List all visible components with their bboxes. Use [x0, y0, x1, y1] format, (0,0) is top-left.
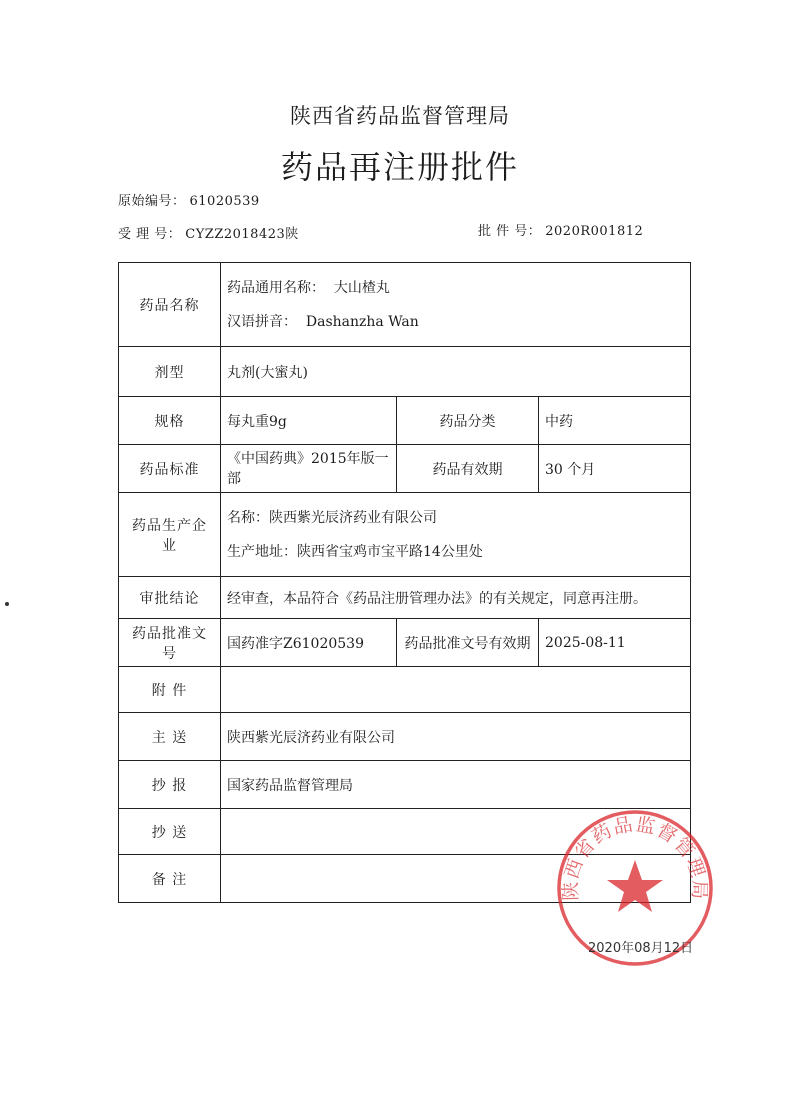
approval-number-label: 批 件 号：	[478, 224, 542, 239]
acceptance-number-value: CYZZ2018423陕	[185, 227, 299, 242]
manufacturer-name-line	[227, 501, 684, 535]
standard-label: 药品标准	[119, 445, 221, 493]
copy-to-label: 抄 送	[119, 809, 221, 855]
original-number-label: 原始编号：	[118, 194, 186, 209]
pinyin-line	[227, 305, 684, 339]
generic-name-value: 大山楂丸	[333, 279, 390, 296]
manufacturer-label: 药品生产企业	[119, 493, 221, 577]
manufacturer-cell	[221, 493, 691, 577]
drug-name-label: 药品名称	[119, 263, 221, 347]
report-to-label: 抄 报	[119, 761, 221, 809]
remarks-label: 备 注	[119, 855, 221, 903]
acceptance-number-row	[118, 223, 299, 242]
approval-number-value: 2020R001812	[545, 224, 644, 239]
original-number-row	[118, 190, 260, 209]
issuing-authority: 陕西省药品监督管理局	[290, 104, 510, 128]
approval-doc-label: 药品批准文号	[119, 619, 221, 667]
drug-name-cell	[221, 263, 691, 347]
manufacturer-address-line	[227, 535, 684, 569]
pinyin-label: 汉语拼音：	[227, 313, 297, 330]
acceptance-number-label: 受 理 号：	[118, 227, 182, 242]
table-row	[119, 263, 691, 347]
table-row	[119, 347, 691, 397]
manufacturer-address-value: 陕西省宝鸡市宝平路14公里处	[297, 543, 483, 560]
document-title: 药品再注册批件	[280, 148, 519, 186]
table-row	[119, 713, 691, 761]
table-row	[119, 493, 691, 577]
conclusion-label: 审批结论	[119, 577, 221, 619]
attachment-label: 附 件	[119, 667, 221, 713]
manufacturer-name-label: 名称：	[227, 509, 269, 526]
manufacturer-address-label: 生产地址：	[227, 543, 297, 560]
approval-doc-validity-value: 2025-08-11	[539, 619, 691, 667]
main-recipient-label: 主 送	[119, 713, 221, 761]
category-label: 药品分类	[397, 397, 539, 445]
main-recipient-value: 陕西紫光辰济药业有限公司	[221, 713, 691, 761]
spec-value: 每丸重9g	[221, 397, 397, 445]
category-value: 中药	[539, 397, 691, 445]
approval-doc-value: 国药准字Z61020539	[221, 619, 397, 667]
generic-name-label: 药品通用名称：	[227, 279, 325, 296]
table-row	[119, 577, 691, 619]
validity-value: 30 个月	[539, 445, 691, 493]
manufacturer-name-value: 陕西紫光辰济药业有限公司	[269, 509, 437, 526]
original-number-value: 61020539	[189, 194, 260, 209]
standard-value: 《中国药典》2015年版一部	[221, 445, 397, 493]
conclusion-value: 经审查，本品符合《药品注册管理办法》的有关规定，同意再注册。	[221, 577, 691, 619]
seal-star-icon	[607, 860, 663, 912]
dosage-form-label: 剂型	[119, 347, 221, 397]
seal-date: 2020年08月12日	[588, 941, 694, 956]
table-row	[119, 667, 691, 713]
spec-label: 规格	[119, 397, 221, 445]
table-row	[119, 761, 691, 809]
dosage-form-value: 丸剂(大蜜丸)	[221, 347, 691, 397]
scan-speck	[5, 602, 9, 606]
generic-name-line	[227, 271, 684, 305]
approval-doc-validity-label: 药品批准文号有效期	[397, 619, 539, 667]
table-row	[119, 397, 691, 445]
seal-text: 陕西省药品监督管理局	[559, 813, 711, 901]
approval-number-row	[478, 220, 643, 239]
table-row	[119, 619, 691, 667]
pinyin-value: Dashanzha Wan	[305, 313, 419, 330]
attachment-value	[221, 667, 691, 713]
report-to-value: 国家药品监督管理局	[221, 761, 691, 809]
validity-label: 药品有效期	[397, 445, 539, 493]
approval-table	[118, 262, 691, 903]
table-row	[119, 445, 691, 493]
